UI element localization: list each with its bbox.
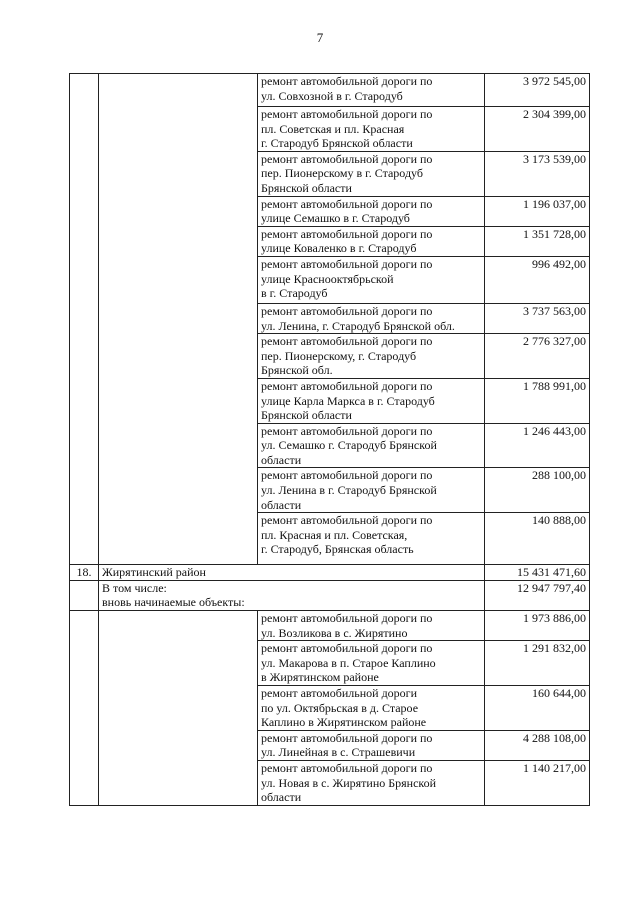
- object-amount: 1 973 886,00: [485, 611, 590, 641]
- object-description: ремонт автомобильной дороги по ул. Макарова в п. Старое Каплино в Жирятинском районе: [258, 641, 485, 686]
- page-number: 7: [316, 30, 324, 45]
- budget-table: [69, 73, 590, 806]
- subheader-row: [70, 580, 590, 610]
- object-amount: 288 100,00: [485, 468, 590, 513]
- object-description: ремонт автомобильной дороги по ул. Октябрьская в д. Старое Каплино в Жирятинском районе: [258, 686, 485, 731]
- empty-cell: [70, 580, 99, 610]
- subheader-text: В том числе: вновь начинаемые объекты:: [99, 580, 485, 610]
- object-amount: 160 644,00: [485, 686, 590, 731]
- object-description: ремонт автомобильной дороги по ул. Возликова в с. Жирятино: [258, 611, 485, 641]
- object-amount: 2 304 399,00: [485, 107, 590, 152]
- object-amount: 2 776 327,00: [485, 334, 590, 379]
- empty-number-cell: [70, 611, 99, 806]
- empty-name-cell: [99, 74, 258, 565]
- object-description: ремонт автомобильной дороги по пл. Красная и пл. Советская, г. Стародуб, Брянская область: [258, 513, 485, 565]
- object-description: ремонт автомобильной дороги по ул. Семашко г. Стародуб Брянской области: [258, 423, 485, 468]
- object-amount: 1 788 991,00: [485, 378, 590, 423]
- object-amount: 3 173 539,00: [485, 151, 590, 196]
- object-description: ремонт автомобильной дороги по ул. Новая в с. Жирятино Брянской области: [258, 760, 485, 805]
- object-amount: 1 196 037,00: [485, 196, 590, 226]
- district-amount: 15 431 471,60: [485, 565, 590, 581]
- object-amount: 3 737 563,00: [485, 303, 590, 333]
- district-name: Жирятинский район: [99, 565, 485, 581]
- subheader-amount: 12 947 797,40: [485, 580, 590, 610]
- empty-number-cell: [70, 74, 99, 565]
- object-amount: 996 492,00: [485, 256, 590, 303]
- empty-name-cell: [99, 611, 258, 806]
- object-description: ремонт автомобильной дороги по пл. Советская и пл. Красная г. Стародуб Брянской области: [258, 107, 485, 152]
- object-description: ремонт автомобильной дороги по улице Коваленко в г. Стародуб: [258, 226, 485, 256]
- object-description: ремонт автомобильной дороги по улице Карла Маркса в г. Стародуб Брянской области: [258, 378, 485, 423]
- object-description: ремонт автомобильной дороги по ул. Ленина в г. Стародуб Брянской области: [258, 468, 485, 513]
- object-amount: 1 351 728,00: [485, 226, 590, 256]
- table-row: [70, 611, 590, 641]
- district-number: 18.: [70, 565, 99, 581]
- object-amount: 1 246 443,00: [485, 423, 590, 468]
- object-description: ремонт автомобильной дороги по ул. Ленина, г. Стародуб Брянской обл.: [258, 303, 485, 333]
- object-description: ремонт автомобильной дороги по пер. Пионерскому в г. Стародуб Брянской области: [258, 151, 485, 196]
- object-description: ремонт автомобильной дороги по улице Краснооктябрьской в г. Стародуб: [258, 256, 485, 303]
- object-description: ремонт автомобильной дороги по ул. Линейная в с. Страшевичи: [258, 730, 485, 760]
- object-description: ремонт автомобильной дороги по пер. Пионерскому, г. Стародуб Брянской обл.: [258, 334, 485, 379]
- district-row: [70, 565, 590, 581]
- object-description: ремонт автомобильной дороги по ул. Совхозной в г. Стародуб: [258, 74, 485, 107]
- object-amount: 1 291 832,00: [485, 641, 590, 686]
- object-description: ремонт автомобильной дороги по улице Семашко в г. Стародуб: [258, 196, 485, 226]
- object-amount: 140 888,00: [485, 513, 590, 565]
- object-amount: 4 288 108,00: [485, 730, 590, 760]
- object-amount: 3 972 545,00: [485, 74, 590, 107]
- object-amount: 1 140 217,00: [485, 760, 590, 805]
- table-row: [70, 74, 590, 107]
